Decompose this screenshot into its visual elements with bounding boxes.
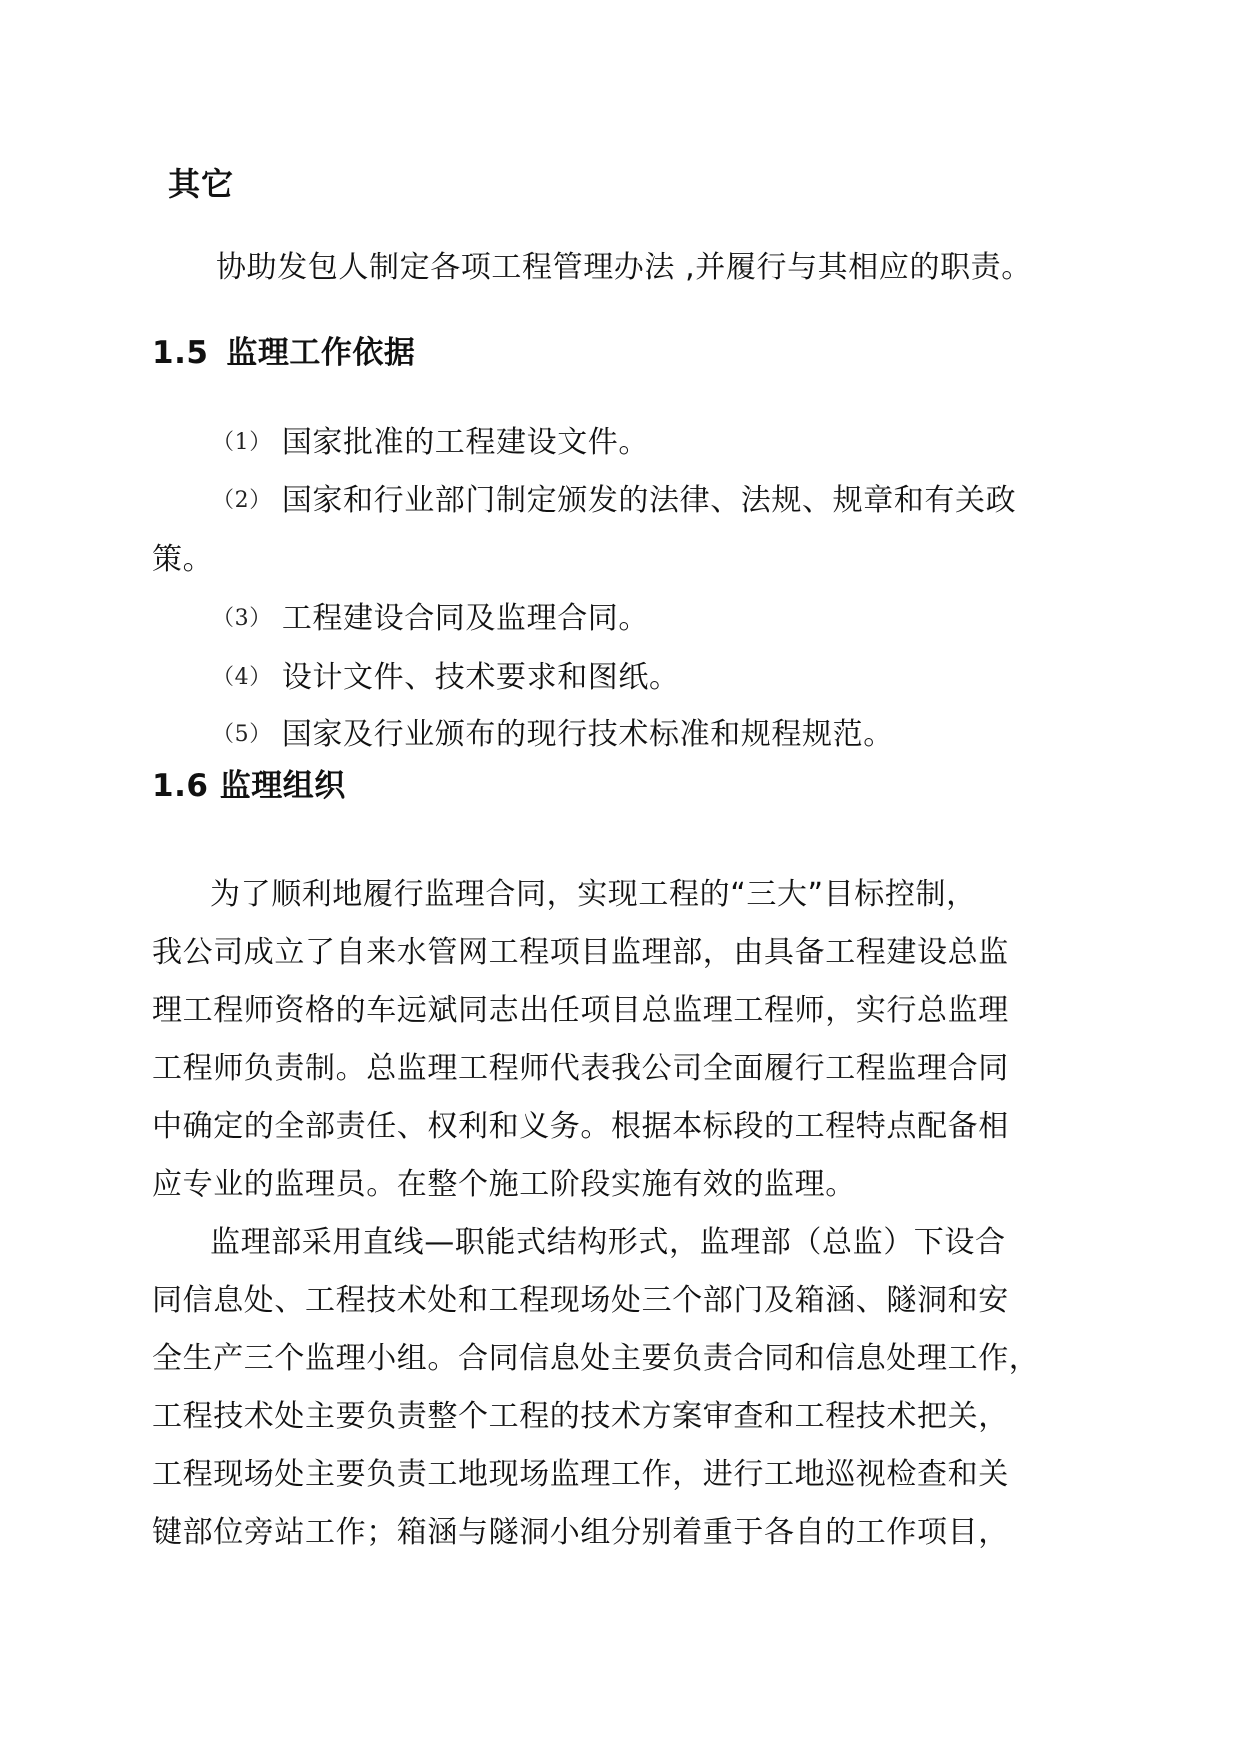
paragraph-line: 工程师负责制。总监理工程师代表我公司全面履行工程监理合同 bbox=[152, 1051, 1009, 1086]
list-item-continuation: 策。 bbox=[152, 542, 214, 577]
paragraph-line: 理工程师资格的车远斌同志出任项目总监理工程师，实行总监理 bbox=[152, 993, 1009, 1028]
section-title: 监理工作依据 bbox=[226, 335, 416, 371]
list-marker: （2） bbox=[212, 488, 272, 513]
list-item bbox=[212, 601, 650, 636]
paragraph-line: 中确定的全部责任、权利和义务。根据本标段的工程特点配备相 bbox=[152, 1109, 1009, 1144]
list-item-text: 国家及行业颁布的现行技术标准和规程规范。 bbox=[281, 717, 894, 752]
paragraph-line: 监理部采用直线—职能式结构形式，监理部（总监）下设合 bbox=[210, 1225, 1006, 1260]
list-marker: （4） bbox=[212, 665, 272, 690]
paragraph-line: 同信息处、工程技术处和工程现场处三个部门及箱涵、隧洞和安 bbox=[152, 1283, 1009, 1318]
paragraph-line: 为了顺利地履行监理合同，实现工程的“三大”目标控制， bbox=[210, 877, 977, 912]
section-heading-1-6: 1.6 监理组织 bbox=[152, 768, 346, 804]
list-marker: （5） bbox=[212, 722, 272, 747]
list-item-text: 工程建设合同及监理合同。 bbox=[281, 601, 650, 636]
list-item bbox=[212, 660, 680, 695]
paragraph-line: 全生产三个监理小组。合同信息处主要负责合同和信息处理工作， bbox=[152, 1341, 1040, 1376]
heading-other: 其它 bbox=[168, 165, 235, 203]
section-number: 1.5 bbox=[152, 335, 209, 371]
list-marker: （1） bbox=[212, 430, 272, 455]
list-item bbox=[212, 425, 650, 460]
paragraph-other: 协助发包人制定各项工程管理办法 ,并履行与其相应的职责。 bbox=[216, 250, 1032, 285]
paragraph-line: 键部位旁站工作；箱涵与隧洞小组分别着重于各自的工作项目， bbox=[152, 1515, 1009, 1550]
paragraph-line: 我公司成立了自来水管网工程项目监理部，由具备工程建设总监 bbox=[152, 935, 1009, 970]
paragraph-line: 工程现场处主要负责工地现场监理工作，进行工地巡视检查和关 bbox=[152, 1457, 1009, 1492]
list-item-text: 国家批准的工程建设文件。 bbox=[281, 425, 650, 460]
list-marker: （3） bbox=[212, 606, 272, 631]
section-heading-1-5 bbox=[152, 335, 416, 371]
list-item bbox=[212, 717, 894, 752]
list-item bbox=[212, 483, 1017, 518]
list-item-text: 国家和行业部门制定颁发的法律、法规、规章和有关政 bbox=[281, 483, 1017, 518]
paragraph-line: 工程技术处主要负责整个工程的技术方案审查和工程技术把关， bbox=[152, 1399, 1009, 1434]
list-item-text: 设计文件、技术要求和图纸。 bbox=[281, 660, 680, 695]
paragraph-line: 应专业的监理员。在整个施工阶段实施有效的监理。 bbox=[152, 1167, 856, 1202]
